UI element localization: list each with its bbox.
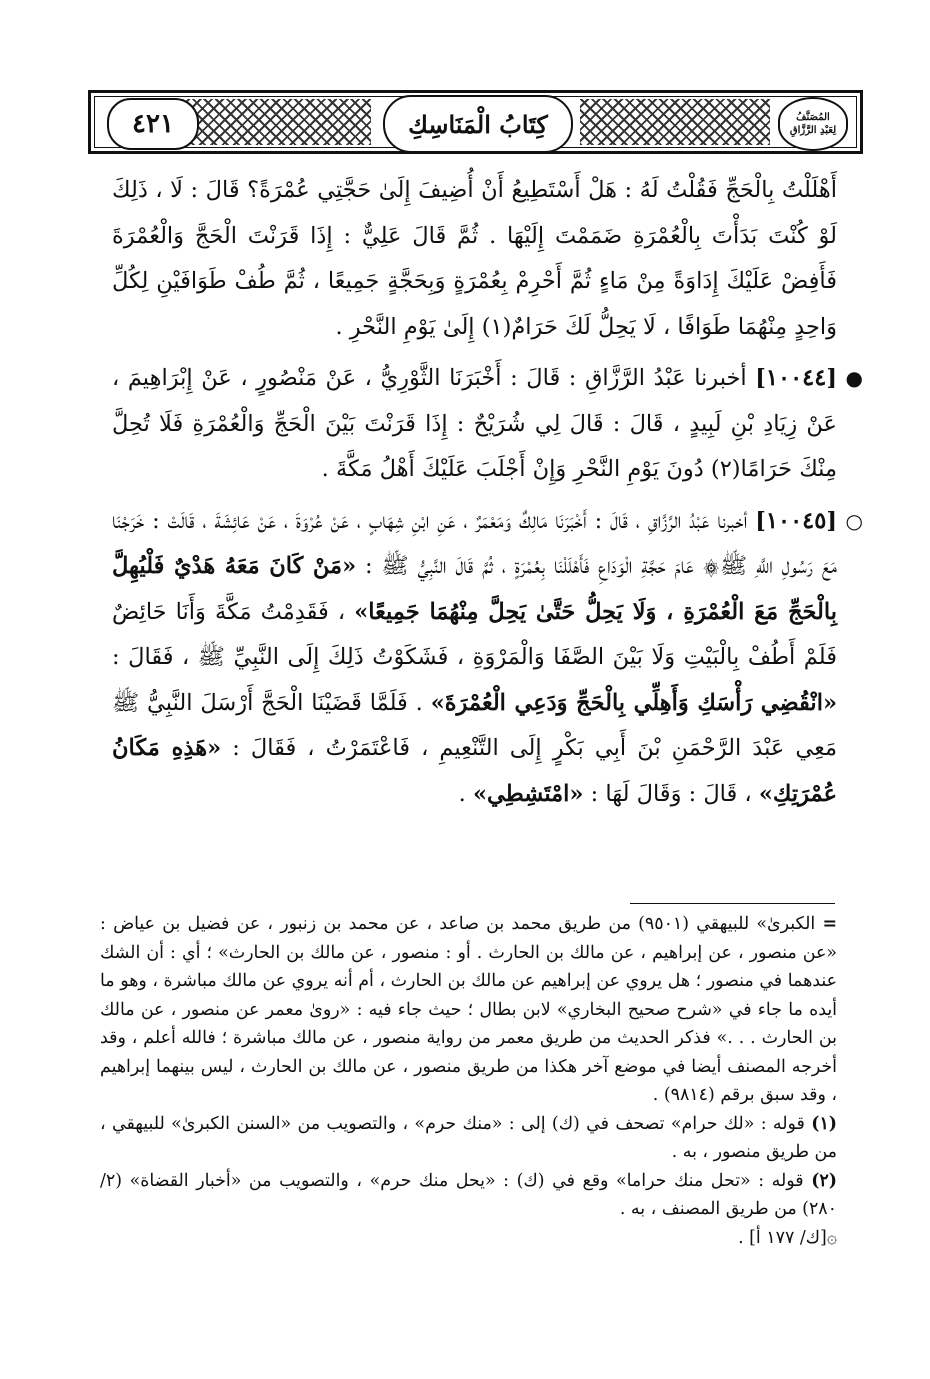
continuation-marker: = <box>822 914 838 934</box>
hadith-10044 <box>112 356 863 493</box>
prophet-quote: «هَذِهِ مَكَانُ عُمْرَتِكِ» <box>112 735 837 807</box>
hadith-number: [١٠٠٤٤] <box>755 365 838 391</box>
chapter-title: كِتَابُ الْمَنَاسِكِ <box>383 95 573 153</box>
footnote-text: قوله : «لك حرام» تصحف في (ك) إلى : «منك حرم» ، والتصويب من «السنن الكبرىٰ» للبيهقي ، من طريق منصور ، به . <box>100 1113 837 1162</box>
hadith-text: . فَلَمَّا قَضَيْنَا الْحَجَّ أَرْسَلَ النَّبِيُّ ﷺ مَعِي عَبْدَ الرَّحْمَنِ بْنَ أَبِي بَكْرٍ إِلَى التَّنْعِيمِ ، فَاعْتَمَرْتُ ، فَقَالَ : <box>112 689 838 761</box>
header-ornament-right <box>580 99 770 145</box>
footnote-1 <box>100 1110 837 1167</box>
bullet-hollow-icon: ○ <box>845 508 863 533</box>
hadith-10045 <box>112 499 863 818</box>
footnote-2 <box>100 1167 837 1224</box>
bullet-filled-icon: ● <box>845 366 863 390</box>
hadith-text: أخبرنا عَبْدُ الرَّزَّاقِ ، قَالَ : أَخْبَرَنَا مَالِكٌ وَمَعْمَرٌ ، عَنِ ابْنِ شِهَابٍ ، عَنْ عُرْوَةَ ، عَنْ عَائِشَةَ ، قَالَتْ : خَرَجْنَا مَعَ رَسُولِ اللَّهِ ﷺ۞ عَامَ حَجَّةِ الْوَدَاعِ فَأَهْلَلْنَا بِعُمْرَةٍ ، ثُمَّ قَالَ النَّبِيُّ ﷺ : <box>112 507 837 579</box>
footnote-marker: (١) <box>811 1113 838 1134</box>
footnotes <box>100 910 837 1252</box>
hadith-text: . <box>458 780 466 807</box>
prophet-quote: «انْقُضِي رَأْسَكِ وَأَهِلِّي بِالْحَجِّ وَدَعِي الْعُمْرَةَ» <box>430 689 838 716</box>
prophet-quote: «امْتَشِطِي» <box>472 780 584 807</box>
prophet-quote: «مَنْ كَانَ مَعَهُ هَدْيٌ فَلْيُهِلَّ بِالْحَجِّ مَعَ الْعُمْرَةِ ، وَلَا يَحِلُّ حَتَّىٰ يَحِلَّ مِنْهُمَا جَمِيعًا» <box>112 553 837 625</box>
header-ornament-left <box>181 99 371 145</box>
hadith-text: ، فَقَدِمْتُ مَكَّةَ وَأَنَا حَائِضٌ فَلَمْ أَطُفْ بِالْبَيْتِ وَلَا بَيْنَ الصَّفَا وَالْمَرْوَةِ ، فَشَكَوْتُ ذَلِكَ إِلَى النَّبِيِّ ﷺ ، فَقَالَ : <box>112 598 837 670</box>
manuscript-folio-note: ۞[ك/ ١٧٧ أ] . <box>738 1227 837 1248</box>
page-header <box>88 90 863 154</box>
emblem-line2: لِعَبْدِ الرَّزَّاقِ <box>789 125 837 136</box>
page-number: ٤٢١ <box>107 98 199 150</box>
book-emblem <box>778 97 848 151</box>
footnote-continuation <box>100 910 837 1110</box>
main-text <box>112 168 863 817</box>
footnote-marker: (٢) <box>811 1170 837 1191</box>
hadith-number: [١٠٠٤٥] <box>755 507 837 534</box>
hadith-text: أخبرنا عَبْدُ الرَّزَّاقِ : قَالَ : أَخْبَرَنَا الثَّوْرِيُّ ، عَنْ مَنْصُورٍ ، عَنْ إِبْرَاهِيمَ ، عَنْ زِيَادِ بْنِ لَبِيدٍ ، قَالَ : قَالَ لِي شُرَيْحٌ : إِذَا قَرَنْتَ بَيْنَ الْحَجِّ وَالْعُمْرَةِ فَلَا تُحِلَّ مِنْكَ حَرَامًا(٢) دُونَ يَوْمِ النَّحْرِ وَإِنْ أَجْلَبَ عَلَيْكَ أَهْلُ مَكَّةَ . <box>112 365 837 482</box>
emblem-line1: المُصَنَّفُ <box>796 112 830 123</box>
footnote-text: الكبرىٰ» للبيهقي (٩٥٠١) من طريق محمد بن صاعد ، عن محمد بن زنبور ، عن فضيل بن عياض : «عن منصور ، عن إبراهيم ، عن مالك بن الحارث . أو : منصور ، عن مالك بن الحارث» ؛ أي : أن الشك عندهما في منصور ؛ هل يروي عن إبراهيم عن مالك بن الحارث ، أم أنه يروي عن مالك مباشرة ، وهو ما أيده ما جاء في «شرح صحيح البخاري» لابن بطال ؛ حيث جاء فيه : «روىٰ معمر عن منصور ، عن مالك بن الحارث . . .» فذكر الحديث من طريق معمر من رواية منصور ، عن مالك مباشرة ؛ فالله أعلم ، وقد أخرجه المصنف أيضا في موضع آخر هكذا من طريق منصور ، عن مالك بن الحارث ، ليس بينهما إبراهيم ، وقد سبق برقم (٩٨١٤) . <box>100 914 837 1105</box>
footnote-divider <box>630 903 835 904</box>
footnote-text: قوله : «تحل منك حراما» وقع في (ك) : «يحل منك حرم» ، والتصويب من «أخبار القضاة» (٢/ ٢٨٠) من طريق المصنف ، به . <box>100 1170 837 1219</box>
paragraph-continuation: أَهْلَلْتُ بِالْحَجِّ فَقُلْتُ لَهُ : هَلْ أَسْتَطِيعُ أَنْ أُضِيفَ إِلَىٰ حَجَّتِي عُمْرَةً؟ قَالَ : لَا ، ذَلِكَ لَوْ كُنْتَ بَدَأْتَ بِالْعُمْرَةِ ضَمَمْتَ إِلَيْهَا . ثُمَّ قَالَ عَلِيٌّ : إِذَا قَرَنْتَ الْحَجَّ وَالْعُمْرَةَ فَأَفِضْ عَلَيْكَ إِدَاوَةً مِنْ مَاءٍ ثُمَّ أَحْرِمْ بِعُمْرَةٍ وَبِحَجَّةٍ جَمِيعًا ، ثُمَّ طُفْ طَوَافَيْنِ لِكُلِّ وَاحِدٍ مِنْهُمَا طَوَافًا ، لَا يَحِلُّ لَكَ حَرَامٌ(١) إِلَىٰ يَوْمِ النَّحْرِ . <box>112 177 837 340</box>
hadith-text: ، قَالَ : وَقَالَ لَهَا : <box>590 780 752 807</box>
